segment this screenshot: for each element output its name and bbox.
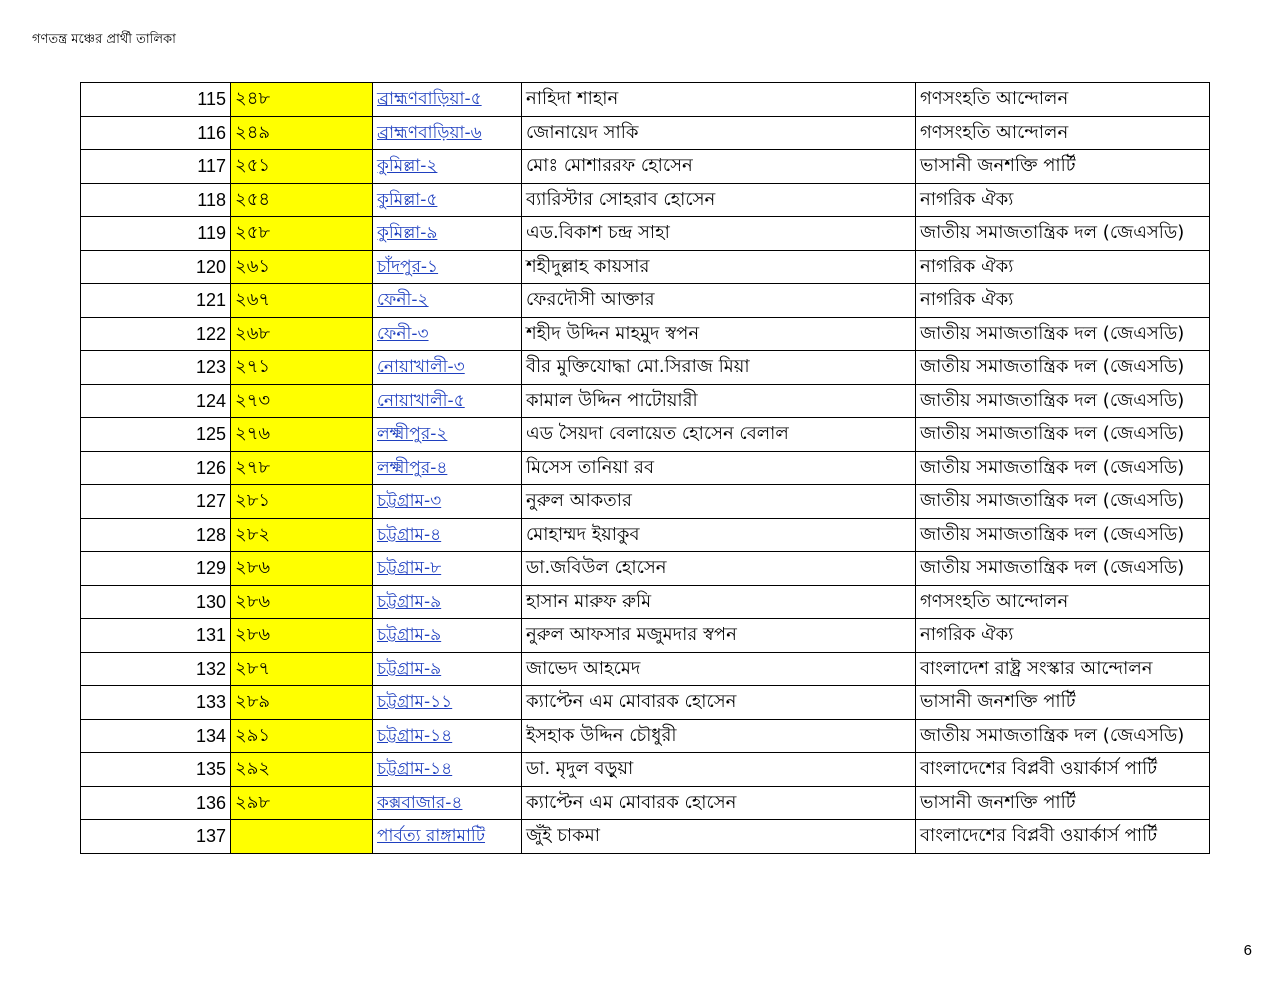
- seat-number: ২৭৬: [231, 418, 373, 452]
- constituency-link[interactable]: ফেনী-২: [377, 290, 429, 311]
- page-number: 6: [1243, 942, 1252, 959]
- row-index: 131: [81, 619, 231, 653]
- table-row: [81, 820, 1210, 854]
- table-row: [81, 384, 1210, 418]
- constituency-cell: [373, 351, 522, 385]
- row-index: 116: [81, 116, 231, 150]
- row-index: 135: [81, 753, 231, 787]
- row-index: 134: [81, 719, 231, 753]
- seat-number: ২৫৪: [231, 183, 373, 217]
- table-row: [81, 686, 1210, 720]
- constituency-link[interactable]: চট্টগ্রাম-৪: [377, 524, 442, 545]
- constituency-link[interactable]: কুমিল্লা-৯: [377, 223, 438, 244]
- party-name: জাতীয় সমাজতান্ত্রিক দল (জেএসডি): [916, 485, 1210, 519]
- party-name: জাতীয় সমাজতান্ত্রিক দল (জেএসডি): [916, 719, 1210, 753]
- party-name: ভাসানী জনশক্তি পার্টি: [916, 786, 1210, 820]
- candidate-name: কামাল উদ্দিন পাটোয়ারী: [522, 384, 916, 418]
- row-index: 123: [81, 351, 231, 385]
- party-name: নাগরিক ঐক্য: [916, 284, 1210, 318]
- constituency-cell: [373, 485, 522, 519]
- table-row: [81, 552, 1210, 586]
- row-index: 132: [81, 652, 231, 686]
- party-name: নাগরিক ঐক্য: [916, 183, 1210, 217]
- constituency-link[interactable]: চট্টগ্রাম-৮: [377, 558, 442, 579]
- candidate-name: শহীদ উদ্দিন মাহমুদ স্বপন: [522, 317, 916, 351]
- candidate-name: নাহিদা শাহান: [522, 83, 916, 117]
- party-name: ভাসানী জনশক্তি পার্টি: [916, 150, 1210, 184]
- candidate-name: ইসহাক উদ্দিন চৌধুরী: [522, 719, 916, 753]
- party-name: গণসংহতি আন্দোলন: [916, 116, 1210, 150]
- constituency-cell: [373, 652, 522, 686]
- row-index: 136: [81, 786, 231, 820]
- table-row: [81, 150, 1210, 184]
- table-row: [81, 518, 1210, 552]
- seat-number: ২৯২: [231, 753, 373, 787]
- constituency-link[interactable]: ব্রাহ্মণবাড়িয়া-৫: [377, 89, 482, 110]
- party-name: গণসংহতি আন্দোলন: [916, 585, 1210, 619]
- constituency-link[interactable]: নোয়াখালী-৩: [377, 357, 465, 378]
- document-title: গণতন্ত্র মঞ্চের প্রার্থী তালিকা: [32, 32, 176, 47]
- party-name: বাংলাদেশের বিপ্লবী ওয়ার্কার্স পার্টি: [916, 820, 1210, 854]
- seat-number: ২৭১: [231, 351, 373, 385]
- constituency-cell: [373, 585, 522, 619]
- row-index: 130: [81, 585, 231, 619]
- constituency-link[interactable]: চট্টগ্রাম-১৪: [377, 759, 453, 780]
- seat-number: ২৮৬: [231, 552, 373, 586]
- candidate-name: ফেরদৌসী আক্তার: [522, 284, 916, 318]
- constituency-link[interactable]: চট্টগ্রাম-৯: [377, 591, 442, 612]
- row-index: 120: [81, 250, 231, 284]
- seat-number: ২৭৮: [231, 451, 373, 485]
- seat-number: ২৯১: [231, 719, 373, 753]
- party-name: জাতীয় সমাজতান্ত্রিক দল (জেএসডি): [916, 317, 1210, 351]
- table-row: [81, 217, 1210, 251]
- constituency-link[interactable]: পার্বত্য রাঙ্গামাটি: [377, 826, 486, 847]
- seat-number: ২৪৯: [231, 116, 373, 150]
- party-name: বাংলাদেশের বিপ্লবী ওয়ার্কার্স পার্টি: [916, 753, 1210, 787]
- constituency-link[interactable]: চট্টগ্রাম-১৪: [377, 725, 453, 746]
- constituency-link[interactable]: চট্টগ্রাম-৩: [377, 491, 442, 512]
- candidate-name: মিসেস তানিয়া রব: [522, 451, 916, 485]
- table-row: [81, 485, 1210, 519]
- table-row: [81, 284, 1210, 318]
- constituency-cell: [373, 284, 522, 318]
- candidate-name: জোনায়েদ সাকি: [522, 116, 916, 150]
- seat-number: ২৮৭: [231, 652, 373, 686]
- constituency-link[interactable]: চট্টগ্রাম-৯: [377, 625, 442, 646]
- candidate-name: ব্যারিস্টার সোহরাব হোসেন: [522, 183, 916, 217]
- candidate-name: মোঃ মোশাররফ হোসেন: [522, 150, 916, 184]
- constituency-cell: [373, 686, 522, 720]
- row-index: 128: [81, 518, 231, 552]
- constituency-cell: [373, 250, 522, 284]
- table-row: [81, 753, 1210, 787]
- table-row: [81, 351, 1210, 385]
- row-index: 137: [81, 820, 231, 854]
- table-row: [81, 250, 1210, 284]
- constituency-link[interactable]: নোয়াখালী-৫: [377, 390, 465, 411]
- seat-number: ২৯৮: [231, 786, 373, 820]
- row-index: 119: [81, 217, 231, 251]
- seat-number: ২৬৭: [231, 284, 373, 318]
- row-index: 121: [81, 284, 231, 318]
- candidate-table-body: [81, 83, 1210, 854]
- constituency-cell: [373, 217, 522, 251]
- row-index: 125: [81, 418, 231, 452]
- row-index: 118: [81, 183, 231, 217]
- constituency-cell: [373, 619, 522, 653]
- candidate-name: ডা. মৃদুল বড়ুয়া: [522, 753, 916, 787]
- table-row: [81, 83, 1210, 117]
- constituency-link[interactable]: ফেনী-৩: [377, 323, 429, 344]
- candidate-name: বীর মুক্তিযোদ্ধা মো.সিরাজ মিয়া: [522, 351, 916, 385]
- constituency-link[interactable]: চট্টগ্রাম-৯: [377, 658, 442, 679]
- constituency-cell: [373, 552, 522, 586]
- seat-number: ২৪৮: [231, 83, 373, 117]
- party-name: জাতীয় সমাজতান্ত্রিক দল (জেএসডি): [916, 518, 1210, 552]
- constituency-link[interactable]: ব্রাহ্মণবাড়িয়া-৬: [377, 122, 482, 143]
- row-index: 133: [81, 686, 231, 720]
- constituency-cell: [373, 786, 522, 820]
- constituency-link[interactable]: লক্ষ্মীপুর-২: [377, 424, 448, 445]
- row-index: 122: [81, 317, 231, 351]
- candidate-name: জুঁই চাকমা: [522, 820, 916, 854]
- constituency-cell: [373, 418, 522, 452]
- seat-number: ২৬৮: [231, 317, 373, 351]
- candidate-name: এড.বিকাশ চন্দ্র সাহা: [522, 217, 916, 251]
- table-row: [81, 451, 1210, 485]
- row-index: 124: [81, 384, 231, 418]
- constituency-link[interactable]: কুমিল্লা-২: [377, 156, 438, 177]
- row-index: 126: [81, 451, 231, 485]
- seat-number: [231, 820, 373, 854]
- table-row: [81, 317, 1210, 351]
- row-index: 127: [81, 485, 231, 519]
- candidate-name: নুরুল আফসার মজুমদার স্বপন: [522, 619, 916, 653]
- constituency-cell: [373, 83, 522, 117]
- candidate-table: [80, 82, 1210, 854]
- constituency-cell: [373, 753, 522, 787]
- constituency-cell: [373, 719, 522, 753]
- party-name: বাংলাদেশ রাষ্ট্র সংস্কার আন্দোলন: [916, 652, 1210, 686]
- seat-number: ২৭৩: [231, 384, 373, 418]
- table-row: [81, 418, 1210, 452]
- seat-number: ২৫১: [231, 150, 373, 184]
- candidate-name: ক্যাপ্টেন এম মোবারক হোসেন: [522, 786, 916, 820]
- row-index: 129: [81, 552, 231, 586]
- constituency-link[interactable]: লক্ষ্মীপুর-৪: [377, 457, 448, 478]
- table-row: [81, 183, 1210, 217]
- candidate-name: এড সৈয়দা বেলায়েত হোসেন বেলাল: [522, 418, 916, 452]
- party-name: জাতীয় সমাজতান্ত্রিক দল (জেএসডি): [916, 351, 1210, 385]
- table-row: [81, 719, 1210, 753]
- table-row: [81, 116, 1210, 150]
- constituency-link[interactable]: কুমিল্লা-৫: [377, 189, 438, 210]
- candidate-name: নুরুল আকতার: [522, 485, 916, 519]
- candidate-name: ক্যাপ্টেন এম মোবারক হোসেন: [522, 686, 916, 720]
- candidate-name: শহীদুল্লাহ কায়সার: [522, 250, 916, 284]
- party-name: জাতীয় সমাজতান্ত্রিক দল (জেএসডি): [916, 451, 1210, 485]
- seat-number: ২৮১: [231, 485, 373, 519]
- party-name: ভাসানী জনশক্তি পার্টি: [916, 686, 1210, 720]
- constituency-cell: [373, 451, 522, 485]
- table-row: [81, 652, 1210, 686]
- constituency-cell: [373, 384, 522, 418]
- table-row: [81, 786, 1210, 820]
- constituency-link[interactable]: কক্সবাজার-৪: [377, 792, 463, 813]
- constituency-cell: [373, 116, 522, 150]
- candidate-name: ডা.জবিউল হোসেন: [522, 552, 916, 586]
- constituency-cell: [373, 820, 522, 854]
- row-index: 115: [81, 83, 231, 117]
- party-name: জাতীয় সমাজতান্ত্রিক দল (জেএসডি): [916, 552, 1210, 586]
- party-name: জাতীয় সমাজতান্ত্রিক দল (জেএসডি): [916, 384, 1210, 418]
- seat-number: ২৫৮: [231, 217, 373, 251]
- constituency-link[interactable]: চট্টগ্রাম-১১: [377, 692, 453, 713]
- table-row: [81, 619, 1210, 653]
- candidate-name: মোহাম্মদ ইয়াকুব: [522, 518, 916, 552]
- constituency-cell: [373, 518, 522, 552]
- seat-number: ২৮২: [231, 518, 373, 552]
- constituency-cell: [373, 183, 522, 217]
- candidate-name: জাভেদ আহমেদ: [522, 652, 916, 686]
- candidate-name: হাসান মারুফ রুমি: [522, 585, 916, 619]
- seat-number: ২৬১: [231, 250, 373, 284]
- table-row: [81, 585, 1210, 619]
- seat-number: ২৮৬: [231, 619, 373, 653]
- party-name: জাতীয় সমাজতান্ত্রিক দল (জেএসডি): [916, 418, 1210, 452]
- seat-number: ২৮৬: [231, 585, 373, 619]
- party-name: নাগরিক ঐক্য: [916, 250, 1210, 284]
- party-name: জাতীয় সমাজতান্ত্রিক দল (জেএসডি): [916, 217, 1210, 251]
- party-name: গণসংহতি আন্দোলন: [916, 83, 1210, 117]
- seat-number: ২৮৯: [231, 686, 373, 720]
- party-name: নাগরিক ঐক্য: [916, 619, 1210, 653]
- constituency-link[interactable]: চাঁদপুর-১: [377, 256, 439, 277]
- constituency-cell: [373, 317, 522, 351]
- constituency-cell: [373, 150, 522, 184]
- row-index: 117: [81, 150, 231, 184]
